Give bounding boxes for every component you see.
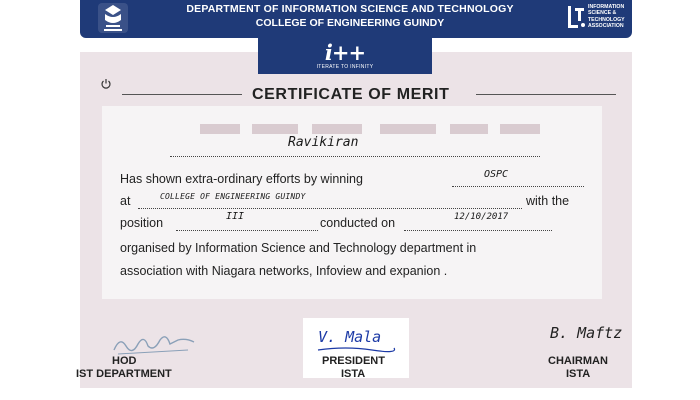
ista-logo-icon: [566, 3, 588, 33]
title-rule-left: [122, 94, 242, 95]
watermark-bar: [200, 124, 240, 134]
organised-text: organised by Information Science and Technology department in: [120, 241, 477, 255]
college-name: COLLEGE OF ENGINEERING GUINDY: [255, 17, 445, 29]
college-dotted-line: [138, 208, 522, 209]
event-logo-tab: [258, 38, 432, 74]
department-name: DEPARTMENT OF INFORMATION SCIENCE AND TECHNOLOGY: [186, 3, 514, 15]
certificate-title: CERTIFICATE OF MERIT: [252, 86, 450, 103]
watermark-bar: [380, 124, 436, 134]
college-entry: COLLEGE OF ENGINEERING GUINDY: [160, 192, 306, 201]
with-the-text: with the: [526, 194, 570, 208]
college-emblem-icon: [96, 1, 130, 35]
position-value: III: [226, 211, 245, 222]
page-footer-margin: [0, 388, 700, 400]
association-text: association with Niagara networks, Infoview and expanion .: [120, 264, 448, 278]
watermark-bar: [252, 124, 298, 134]
date-dotted-line: [404, 230, 552, 231]
hod-unit: IST DEPARTMENT: [76, 368, 172, 380]
event-name: OSPC: [484, 169, 509, 180]
position-dotted-line: [176, 230, 318, 231]
event-dotted-line: [452, 186, 584, 187]
president-signature-underline: [316, 344, 396, 354]
conducted-on-text: conducted on: [320, 216, 396, 230]
ista-name: INFORMATION SCIENCE & TECHNOLOGY ASSOCIATION: [588, 4, 625, 29]
chairman-signature: B. Maftz: [550, 324, 623, 342]
position-text: position: [120, 216, 164, 230]
winning-text: Has shown extra-ordinary efforts by winning: [120, 172, 363, 186]
at-text: at: [120, 194, 131, 208]
recipient-dotted-line: [170, 156, 540, 157]
watermark-bar: [450, 124, 488, 134]
chairman-unit: ISTA: [566, 368, 591, 380]
president-unit: ISTA: [341, 368, 366, 380]
date-value: 12/10/2017: [454, 212, 509, 222]
chairman-role: CHAIRMAN: [548, 355, 608, 367]
power-icon: [100, 78, 112, 90]
title-rule-right: [476, 94, 616, 95]
page-header: [0, 0, 700, 38]
recipient-name: Ravikiran: [288, 135, 359, 150]
watermark-bar: [312, 124, 362, 134]
watermark-bar: [500, 124, 540, 134]
event-tagline: ITERATE TO INFINITY: [316, 64, 374, 70]
event-logo: i++: [324, 40, 366, 65]
president-signature: V. Mala: [318, 328, 382, 346]
hod-role: HOD: [112, 355, 137, 367]
hod-signature: [108, 328, 200, 358]
president-role: PRESIDENT: [322, 355, 385, 367]
